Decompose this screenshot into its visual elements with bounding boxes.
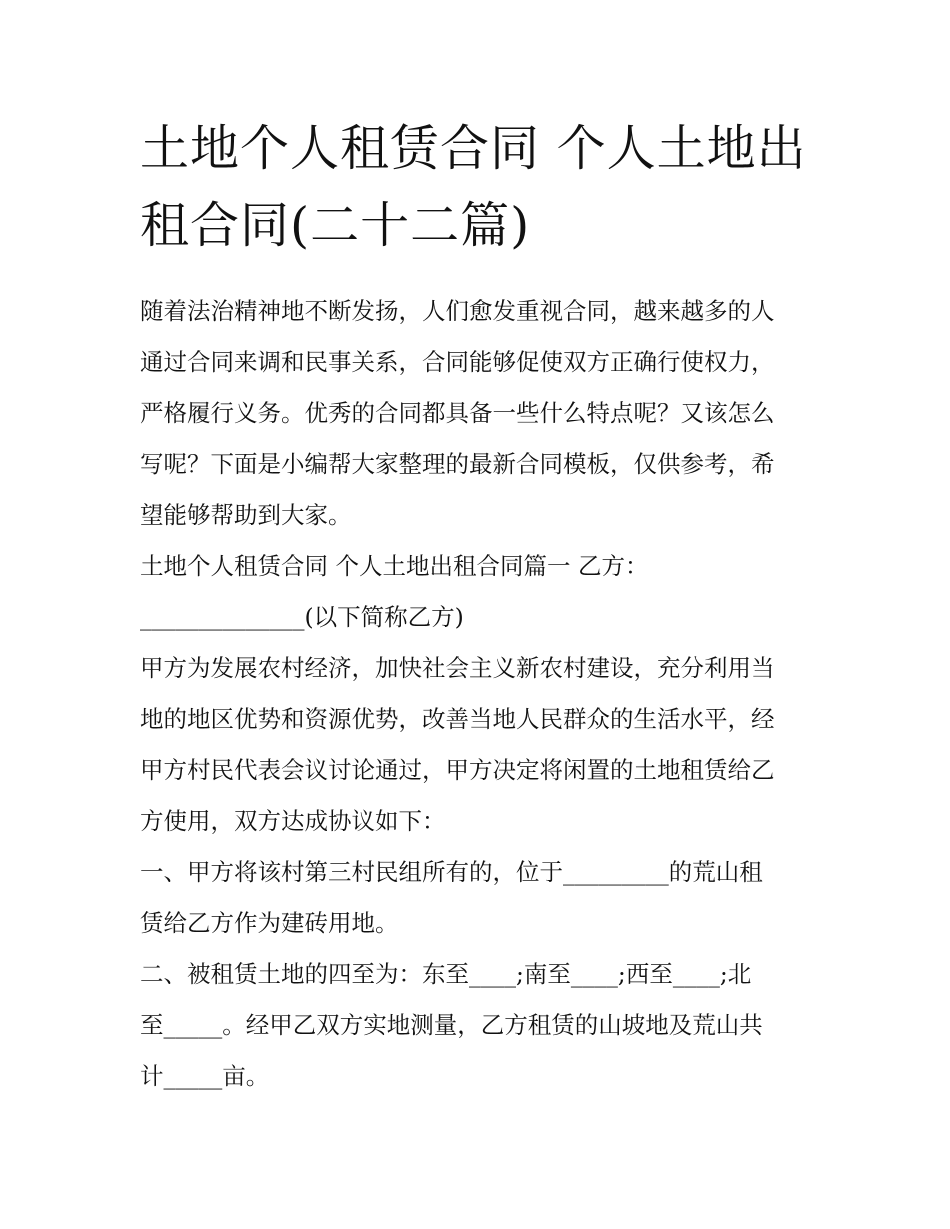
text-line: 通过合同来调和民事关系，合同能够促使双方正确行使权力， [140, 348, 775, 376]
text-line: 随着法治精神地不断发扬，人们愈发重视合同，越来越多的人 [140, 297, 775, 325]
text-line: 一、甲方将该村第三村民组所有的，位于_________的荒山租 [140, 858, 763, 886]
text-line: 赁给乙方作为建砖用地。 [140, 909, 399, 937]
clause-2 [140, 949, 820, 1102]
text-line: 方使用，双方达成协议如下： [140, 807, 446, 835]
section-heading [140, 541, 820, 592]
text-line: 甲方为发展农村经济，加快社会主义新农村建设，充分利用当 [140, 654, 775, 682]
text-line: 计_____亩。 [140, 1062, 270, 1090]
text-line: 至_____。经甲乙双方实地测量，乙方租赁的山坡地及荒山共 [140, 1011, 763, 1039]
text-line: ______________(以下简称乙方) [140, 603, 464, 631]
party-b-line [140, 592, 820, 643]
text-line: 土地个人租赁合同 个人土地出租合同篇一 乙方： [140, 552, 649, 580]
text-line: 写呢？下面是小编帮大家整理的最新合同模板，仅供参考，希 [140, 450, 775, 478]
document-page [140, 110, 820, 1102]
text-line: 严格履行义务。优秀的合同都具备一些什么特点呢？又该怎么 [140, 399, 775, 427]
text-line: 二、被租赁土地的四至为：东至____;南至____;西至____;北 [140, 960, 752, 988]
purpose-paragraph [140, 643, 820, 847]
text-line: 望能够帮助到大家。 [140, 501, 352, 529]
text-line: 地的地区优势和资源优势，改善当地人民群众的生活水平，经 [140, 705, 775, 733]
clause-1 [140, 847, 820, 949]
title-line: 土地个人租赁合同 个人土地出 [140, 120, 807, 177]
title-line: 租合同(二十二篇) [140, 197, 531, 254]
text-line: 甲方村民代表会议讨论通过，甲方决定将闲置的土地租赁给乙 [140, 756, 775, 784]
document-title [140, 110, 820, 264]
intro-paragraph [140, 286, 820, 541]
